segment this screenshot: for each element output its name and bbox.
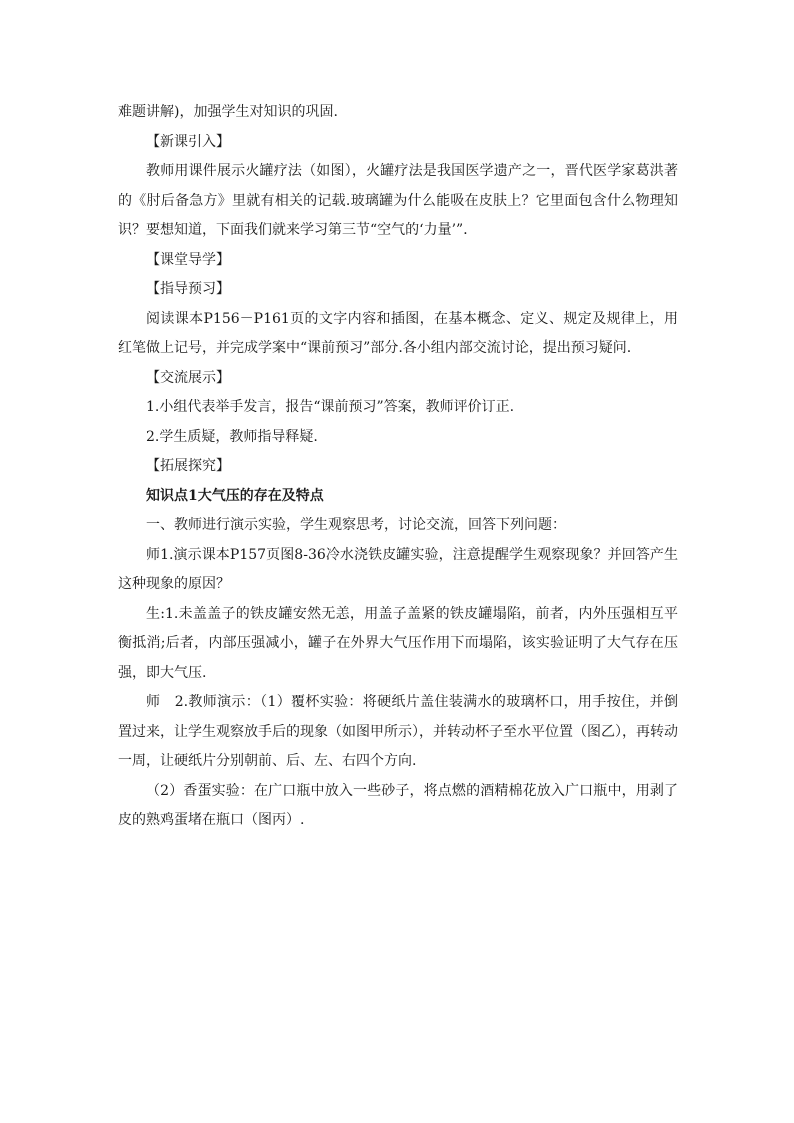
paragraph-reading-task: 阅读课本P156－P161页的文字内容和插图，在基本概念、定义、规定及规律上，用红笔做上记号，并完成学案中“课前预习”部分.各小组内部交流讨论，提出预习疑问.	[118, 310, 678, 356]
paragraph-teacher-demo-1: 师1.演示课本P157页图8-36冷水浇铁皮罐实验，注意提醒学生观察现象？并回答产生这种现象的原因？	[118, 546, 678, 592]
paragraph-continuation: 难题讲解)，加强学生对知识的巩固.	[118, 104, 338, 120]
paragraph-student-answer-1: 生:1.未盖盖子的铁皮罐安然无恙，用盖子盖紧的铁皮罐塌陷，前者，内外压强相互平衡抵消;后者，内部压强减小，罐子在外界大气压作用下而塌陷，该实验证明了大气存在压强，即大气压.	[118, 605, 678, 681]
list-item-1: 1.小组代表举手发言，报告“课前预习”答案，教师评价订正.	[146, 399, 515, 415]
heading-extended-inquiry: 【拓展探究】	[146, 458, 230, 474]
heading-guided-preview: 【指导预习】	[146, 281, 230, 297]
heading-new-lesson-intro: 【新课引入】	[146, 133, 230, 150]
list-item-2: 2.学生质疑，教师指导释疑.	[146, 428, 318, 445]
heading-knowledge-point-1: 知识点1大气压的存在及特点	[146, 487, 324, 504]
document-page	[118, 98, 678, 836]
paragraph-demo-intro: 一、教师进行演示实验，学生观察思考，讨论交流，回答下列问题：	[146, 517, 566, 533]
paragraph-cupping-intro: 教师用课件展示火罐疗法（如图），火罐疗法是我国医学遗产之一，晋代医学家葛洪著的《肘后备急方》里就有相关的记载.玻璃罐为什么能吸在皮肤上？它里面包含什么物理知识？要想知道，下面我们就来学习第三节“空气的‘力量’”．	[118, 163, 678, 238]
heading-exchange-display: 【交流展示】	[146, 369, 230, 386]
paragraph-teacher-demo-2: 师 2.教师演示：（1）覆杯实验：将硬纸片盖住装满水的玻璃杯口，用手按住，并倒置过来，让学生观察放手后的现象（如图甲所示），并转动杯子至水平位置（图乙），再转动一周，让硬纸片分别朝前、后、左、右四个方向.	[118, 694, 678, 769]
heading-classroom-guide: 【课堂导学】	[146, 251, 230, 268]
paragraph-egg-experiment: （2）香蛋实验：在广口瓶中放入一些砂子，将点燃的酒精棉花放入广口瓶中，用剥了皮的熟鸡蛋堵在瓶口（图丙）.	[118, 782, 678, 828]
